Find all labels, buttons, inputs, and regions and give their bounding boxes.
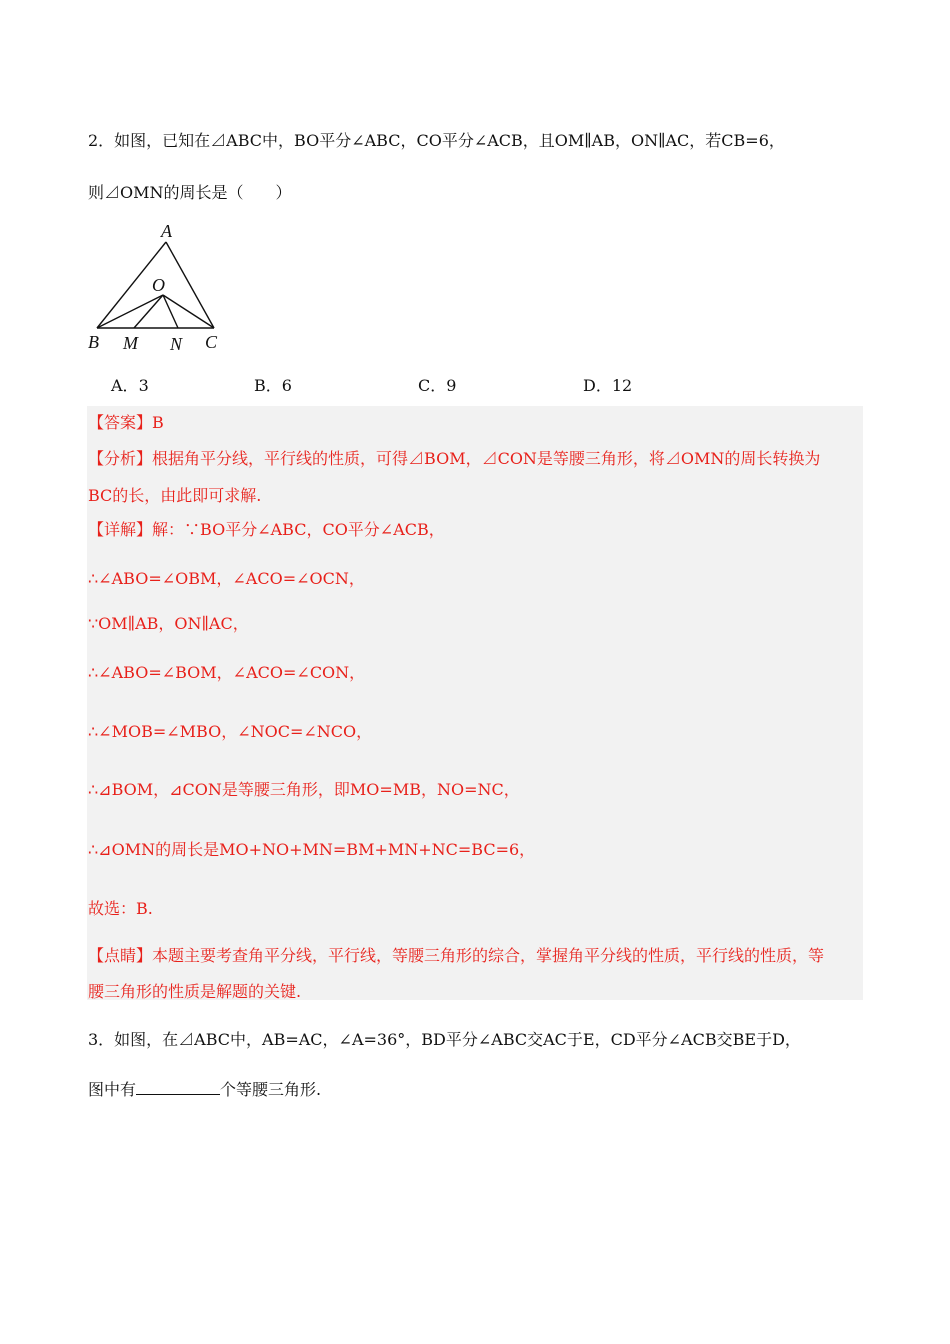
label-c: C bbox=[205, 332, 218, 352]
answer-blank[interactable] bbox=[136, 1080, 220, 1095]
question-2-line-1: 2．如图，已知在⊿ABC中，BO平分∠ABC，CO平分∠ACB，且OM∥AB，ON∥AC，若CB=6， bbox=[88, 131, 785, 150]
answer-line bbox=[88, 410, 164, 433]
triangle-figure bbox=[84, 220, 224, 355]
option-a: A．3 bbox=[111, 376, 149, 395]
question-2-line-2: 则⊿OMN的周长是（ ） bbox=[88, 183, 292, 202]
label-b: B bbox=[88, 332, 99, 352]
option-c: C．9 bbox=[418, 376, 457, 395]
detail-tag: 【详解】 bbox=[88, 520, 153, 539]
label-m: M bbox=[123, 333, 138, 353]
question-3-line-1: 3．如图，在⊿ABC中，AB=AC，∠A=36°，BD平分∠ABC交AC于E，CD平分∠ACB交BE于D， bbox=[88, 1030, 801, 1049]
detail-step-2: ∴∠ABO=∠OBM，∠ACO=∠OCN， bbox=[88, 569, 365, 588]
detail-step-6: ∴⊿BOM，⊿CON是等腰三角形，即MO=MB，NO=NC， bbox=[88, 780, 520, 799]
analysis-tag: 【分析】 bbox=[88, 449, 153, 468]
answer-tag: 【答案】 bbox=[88, 413, 153, 432]
analysis-line-2: BC的长，由此即可求解. bbox=[88, 486, 262, 505]
conclusion-line: 故选：B. bbox=[88, 899, 153, 918]
analysis-line-1: 【分析】根据角平分线，平行线的性质，可得⊿BOM，⊿CON是等腰三角形，将⊿OMN的周长转换为 bbox=[88, 449, 821, 468]
segment-om bbox=[134, 295, 163, 328]
comment-line-1: 【点睛】本题主要考查角平分线，平行线，等腰三角形的综合，掌握角平分线的性质，平行线的性质，等 bbox=[88, 946, 825, 965]
detail-step-4: ∴∠ABO=∠BOM，∠ACO=∠CON， bbox=[88, 663, 366, 682]
answer-value: B bbox=[152, 413, 164, 432]
question-3-line-2: 图中有 个等腰三角形. bbox=[88, 1080, 322, 1099]
label-n: N bbox=[170, 334, 183, 354]
option-d: D．12 bbox=[583, 376, 633, 395]
label-a: A bbox=[161, 221, 172, 241]
segment-bo bbox=[97, 295, 163, 328]
side-ac bbox=[166, 242, 214, 328]
option-b: B．6 bbox=[254, 376, 292, 395]
comment-tag: 【点睛】 bbox=[88, 946, 153, 965]
detail-step-5: ∴∠MOB=∠MBO，∠NOC=∠NCO， bbox=[88, 722, 373, 741]
detail-step-7: ∴⊿OMN的周长是MO+NO+MN=BM+MN+NC=BC=6， bbox=[88, 840, 536, 859]
comment-line-2: 腰三角形的性质是解题的关键. bbox=[88, 982, 302, 1001]
detail-line-1: 【详解】解：∵BO平分∠ABC，CO平分∠ACB， bbox=[88, 520, 445, 539]
label-o: O bbox=[152, 275, 165, 295]
detail-step-3: ∵OM∥AB，ON∥AC， bbox=[88, 614, 249, 633]
